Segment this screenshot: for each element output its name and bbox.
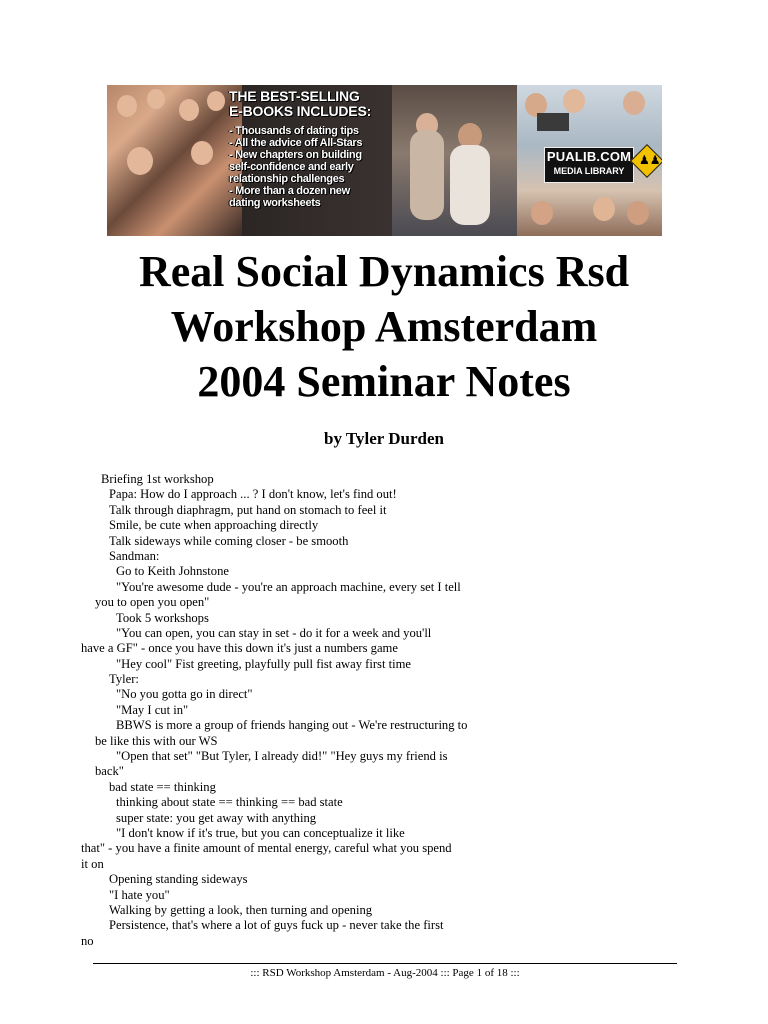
people-icon: ♟♟ xyxy=(639,153,661,167)
note-line: "I don't know if it's true, but you can conceptualize it like xyxy=(116,825,405,840)
banner-feature: - New chapters on building xyxy=(229,149,362,161)
note-line: "Open that set" "But Tyler, I already did!" "Hey guys my friend is xyxy=(116,749,448,764)
note-line: back" xyxy=(95,764,124,779)
pualib-logo[interactable] xyxy=(544,147,634,183)
couple-photo xyxy=(392,85,517,236)
note-line: be like this with our WS xyxy=(95,733,218,748)
note-line: Go to Keith Johnstone xyxy=(116,564,229,579)
note-line: have a GF" - once you have this down it's just a numbers game xyxy=(81,641,398,656)
page-footer: ::: RSD Workshop Amsterdam - Aug-2004 ::: Page 1 of 18 ::: xyxy=(250,967,520,979)
banner-feature: - Thousands of dating tips xyxy=(229,125,359,137)
banner-feature: dating worksheets xyxy=(229,197,321,209)
note-line: bad state == thinking xyxy=(109,779,216,794)
note-line: Briefing 1st workshop xyxy=(101,472,214,486)
author-byline: by Tyler Durden xyxy=(324,429,444,448)
note-line: Papa: How do I approach ... ? I don't know, let's find out! xyxy=(109,487,397,502)
seminar-notes xyxy=(81,472,535,949)
note-line: Talk through diaphragm, put hand on stomach to feel it xyxy=(109,502,387,517)
note-line: thinking about state == thinking == bad state xyxy=(116,795,343,810)
note-line: "No you gotta go in direct" xyxy=(116,687,253,702)
note-line: BBWS is more a group of friends hanging out - We're restructuring to xyxy=(116,718,468,733)
note-line: "I hate you" xyxy=(109,887,170,902)
banner-headline-line: THE BEST-SELLING xyxy=(229,88,360,104)
ad-banner[interactable] xyxy=(107,85,662,236)
banner-feature: relationship challenges xyxy=(229,173,345,185)
note-line: no xyxy=(81,933,94,948)
note-line: Persistence, that's where a lot of guys fuck up - never take the first xyxy=(109,918,444,933)
banner-feature: self-confidence and early xyxy=(229,161,354,173)
document-title xyxy=(60,244,708,409)
logo-subtitle: MEDIA LIBRARY xyxy=(553,166,625,176)
note-line: "You're awesome dude - you're an approach machine, every set I tell xyxy=(116,579,461,594)
title-line: Real Social Dynamics Rsd xyxy=(138,247,630,296)
note-line: "You can open, you can stay in set - do it for a week and you'll xyxy=(116,625,432,640)
note-line: it on xyxy=(81,856,104,871)
note-line: super state: you get away with anything xyxy=(116,810,317,825)
note-line: Tyler: xyxy=(109,672,139,687)
note-line: "Hey cool" Fist greeting, playfully pull fist away first time xyxy=(116,656,411,671)
note-line: that" - you have a finite amount of mental energy, careful what you spend xyxy=(81,841,452,856)
note-line: Walking by getting a look, then turning and opening xyxy=(109,902,373,917)
note-line: Sandman: xyxy=(109,548,160,563)
note-line: Opening standing sideways xyxy=(109,872,248,887)
title-line: 2004 Seminar Notes xyxy=(197,357,571,406)
banner-feature-list xyxy=(229,125,389,209)
banner-copy xyxy=(229,85,389,209)
crowd-photo xyxy=(107,85,242,236)
banner-feature: - All the advice off All-Stars xyxy=(229,137,363,149)
note-line: "May I cut in" xyxy=(116,702,189,717)
note-line: you to open you open" xyxy=(95,595,210,610)
banner-headline xyxy=(229,89,389,119)
note-line: Talk sideways while coming closer - be smooth xyxy=(109,533,349,548)
banner-feature: - More than a dozen new xyxy=(229,185,350,197)
note-line: Took 5 workshops xyxy=(116,610,209,625)
logo-name: PUALIB.COM xyxy=(546,149,632,164)
banner-headline-line: E-BOOKS INCLUDES: xyxy=(229,103,372,119)
footer-divider xyxy=(93,963,677,964)
title-line: Workshop Amsterdam xyxy=(170,302,598,351)
note-line: Smile, be cute when approaching directly xyxy=(109,518,319,533)
